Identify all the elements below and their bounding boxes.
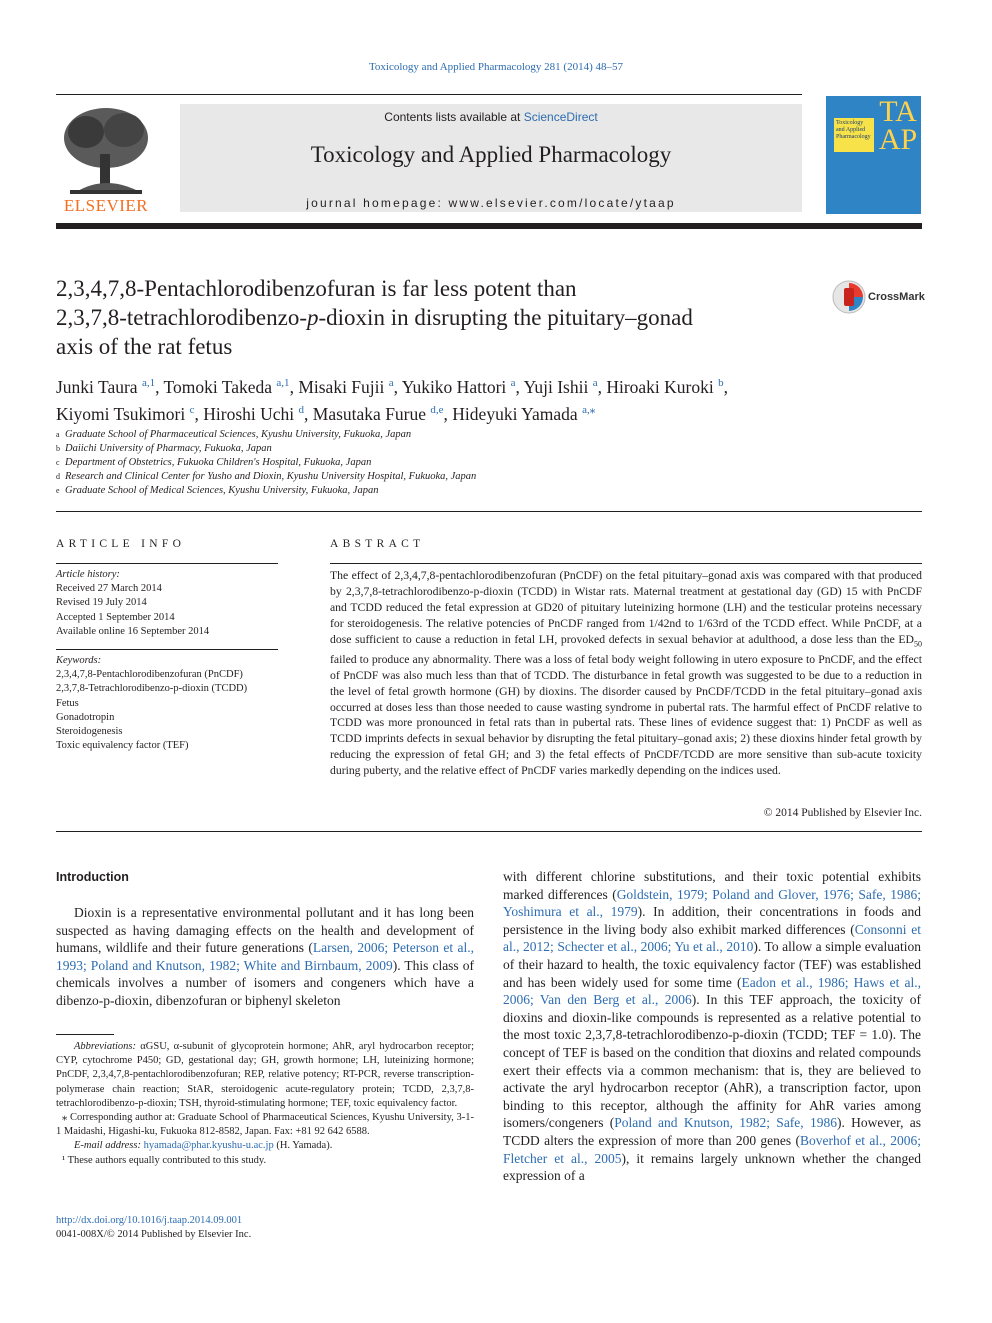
abstract-copyright: © 2014 Published by Elsevier Inc.	[763, 807, 922, 819]
affiliation-rule	[56, 511, 922, 512]
author: Yukiko Hattori $^a$	[401, 376, 516, 397]
article-info-rule	[56, 563, 278, 564]
reference-link[interactable]: Eadon et al., 1986; Haws et al., 2006; Van den Berg et al., 2006	[503, 974, 921, 1008]
affiliation: e Graduate School of Medical Sciences, Kyushu University, Fukuoka, Japan	[56, 485, 379, 496]
reference-link[interactable]: Poland and Knutson, 1982; Safe, 1986	[614, 1115, 837, 1131]
affiliation-list	[56, 428, 756, 498]
journal-cover-thumbnail[interactable]	[826, 96, 921, 214]
sciencedirect-link[interactable]: ScienceDirect	[523, 110, 598, 124]
introduction-heading: Introduction	[56, 870, 129, 884]
reference-link[interactable]: Larsen, 2006; Peterson et al., 1993; Poland and Knutson, 1982; White and Birnbaum, 2009	[56, 940, 474, 973]
author: Hiroaki Kuroki $^b$	[606, 376, 724, 397]
author: Hideyuki Yamada $^{a,⁎}$	[452, 403, 596, 424]
reference-link[interactable]: Boverhof et al., 2006; Fletcher et al., 2005	[503, 1132, 921, 1166]
corresponding-author-footnote: ⁎ Corresponding author at: Graduate School of Pharmaceutical Sciences, Kyushu University, 3-1-1 Maidashi, Higashi-ku, Fukuoka 812-8582, Japan. Fax: +81 92 642 6588.	[56, 1112, 474, 1138]
journal-title: Toxicology and Applied Pharmacology	[310, 142, 672, 167]
article-title: 2,3,4,7,8-Pentachlorodibenzofuran is far less potent than 2,3,7,8-tetrachlorodibenzo-p-dioxin in disrupting the pituitary–gonad axis of the rat fetus	[56, 276, 693, 359]
journal-homepage[interactable]: journal homepage: www.elsevier.com/locate/ytaap	[306, 196, 676, 210]
email-link[interactable]: hyamada@phar.kyushu-u.ac.jp	[143, 1140, 274, 1152]
abstract-heading: ABSTRACT	[330, 538, 425, 550]
author: Kiyomi Tsukimori $^c$	[56, 403, 195, 424]
elsevier-wordmark: ELSEVIER	[63, 196, 149, 215]
introduction-right-column: with different chlorine substitutions, and their toxic potential exhibits marked differences (Goldstein, 1979; Poland and Glover, 1976; Safe, 1986; Yoshimura et al., 1979). In addition, their concentrations in foods and persistence in the living body also exhibit marked differences (Consonni et al., 2012; Schecter et al., 2006; Yu et al., 2010). To allow a simple evaluation of their hazard to health, the toxic equivalency factor (TEF) was established and has been widely used for some time (Eadon et al., 1986; Haws et al., 2006; Van den Berg et al., 2006). In this TEF approach, the toxicity of dioxins and dioxin-like compounds is represented as a relative potential to the most toxic 2,3,7,8-tetrachlorodibenzo-p-dioxin (TCDD; TEF = 1.0). The concept of TEF is based on the condition that dioxins and related compounds exert their effects via a common mechanism: that is, they are believed to activate the aryl hydrocarbon receptor (AhR), a transcription factor, upon binding to this receptor, although the affinity for AhR varies among isomers/congeners (Poland and Knutson, 1982; Safe, 1986). However, as TCDD alters the expression of more than 200 genes (Boverhof et al., 2006; Fletcher et al., 2005), it remains largely unknown whether the changed expression of a	[503, 869, 921, 1184]
abbreviations-footnote: Abbreviations: αGSU, α-subunit of glycoprotein hormone; AhR, aryl hydrocarbon receptor; CYP, cytochrome P450; GD, gestational day; GH, growth hormone; LH, luteinizing hormone; PnCDF, 2,3,4,7,8-pentachlorodibenzofuran; REP, relative potency; RT-PCR, reverse transcription-polymerase chain reaction; StAR, steroidogenic acute-regulatory protein; TCDD, 2,3,7,8-tetrachlorodibenzo-p-dioxin; TSH, thyroid-stimulating hormone; TEF, toxic equivalency factor.	[56, 1041, 475, 1109]
crossmark-icon	[832, 280, 866, 314]
article-history: Article history: Received 27 March 2014 Revised 19 July 2014 Accepted 1 September 2014 Available online 16 September 2014	[56, 569, 210, 637]
crossmark-badge[interactable]	[832, 280, 932, 316]
masthead-thick-rule	[56, 223, 922, 229]
journal-masthead	[180, 104, 802, 212]
affiliation: d Research and Clinical Center for Yusho and Dioxin, Kyushu University Hospital, Fukuoka, Japan	[56, 471, 477, 482]
doi-block	[56, 1214, 251, 1242]
reference-link[interactable]: Consonni et al., 2012; Schecter et al., 2006; Yu et al., 2010	[503, 921, 921, 955]
abstract-rule	[330, 563, 922, 564]
cover-title: Toxicology and Applied Pharmacology	[834, 118, 874, 152]
footnote-rule	[56, 1034, 114, 1035]
keyword: Gonadotropin	[56, 711, 115, 723]
keywords-rule	[56, 649, 278, 650]
author: Tomoki Takeda $^{a,1}$	[163, 376, 290, 397]
contents-line: Contents lists available at ScienceDirect	[384, 110, 598, 124]
header-rule	[56, 94, 802, 95]
footnotes	[56, 1040, 474, 1168]
reference-link[interactable]: Goldstein, 1979; Poland and Glover, 1976; Safe, 1986; Yoshimura et al., 1979	[503, 886, 921, 920]
author-list: Junki Taura $^{a,1}$, Tomoki Takeda $^{a,1}$, Misaki Fujii $^a$, Yukiko Hattori $^a$, Yuji Ishii $^a$, Hiroaki Kuroki $^b$, Kiyomi Tsukimori $^c$, Hiroshi Uchi $^d$, Masutaka Furue $^{d,e}$, Hideyuki Yamada $^{a,⁎}$	[56, 376, 728, 424]
email-footnote: E-mail address: hyamada@phar.kyushu-u.ac.jp (H. Yamada).	[74, 1140, 333, 1152]
keyword: Steroidogenesis	[56, 726, 123, 738]
journal-citation[interactable]: Toxicology and Applied Pharmacology 281 (2014) 48–57	[368, 61, 624, 73]
author: Masutaka Furue $^{d,e}$	[312, 403, 444, 424]
author: Hiroshi Uchi $^d$	[203, 403, 305, 424]
keywords: Keywords: 2,3,4,7,8-Pentachlorodibenzofuran (PnCDF) 2,3,7,8-Tetrachlorodibenzo-p-dioxin (TCDD) Fetus Gonadotropin Steroidogenesis Toxic equivalency factor (TEF)	[56, 654, 278, 753]
affiliation: a Graduate School of Pharmaceutical Sciences, Kyushu University, Fukuoka, Japan	[56, 429, 412, 440]
abstract-body: The effect of 2,3,4,7,8-pentachlorodibenzofuran (PnCDF) on the fetal pituitary–gonad axis was compared with that produced by 2,3,7,8-tetrachlorodibenzo-p-dioxin (TCDD) in Wistar rats. Maternal treatment at gestational day (GD) 15 with PnCDF and TCDD reduced the fetal expression at GD20 of pituitary luteinizing hormone (LH) and the testicular proteins necessary for steroidogenesis. The relative potencies of PnCDF ranged from 1/42nd to 1/63rd of the TCDD effect. While PnCDF, at a dose sufficient to cause a reduction in fetal LH, provoked defects in sexual behavior at adulthood, a dose less than the $ED_{50}$ failed to produce any abnormality. There was a loss of fetal body weight following in utero exposure to PnCDF, and the effect of PnCDF was also much less than that of TCDD. The disturbance in fetal growth was suggested to be due to a reduction in the level of fetal growth hormone (GH) by dioxins. The disorder caused by PnCDF/TCDD in the fetal pituitary–gonad axis occurred at doses less than those needed to cause wasting syndrome in pubertal rats. The harmful effect of PnCDF relative to TCDD was more pronounced in fetal rats than in pubertal rats. These lines of evidence suggest that: 1) PnCDF as well as TCDD imprints defects in sexual behavior by disrupting the fetal pituitary–gonad axis; 2) these dioxins hinder fetal growth by reducing the expression of fetal GH; and 3) the fetal effects of PnCDF/TCDD are more sensitive than sub-acute toxicity during puberty, and the relative effect of PnCDF varies markedly depending on the indices used.	[330, 569, 922, 778]
author: Misaki Fujii $^a$	[298, 376, 394, 397]
author: Yuji Ishii $^a$	[523, 376, 598, 397]
abstract-end-rule	[56, 831, 922, 832]
cover-letters: TAAP	[878, 96, 918, 156]
affiliation: b Daiichi University of Pharmacy, Fukuoka, Japan	[56, 443, 272, 454]
doi-link[interactable]: http://dx.doi.org/10.1016/j.taap.2014.09.001	[56, 1215, 243, 1226]
issn-line: 0041-008X/© 2014 Published by Elsevier Inc.	[56, 1229, 252, 1241]
keyword: Fetus	[56, 697, 79, 709]
keyword: 2,3,4,7,8-Pentachlorodibenzofuran (PnCDF)	[56, 669, 243, 681]
introduction-left-column: Dioxin is a representative environmental pollutant and it has long been suspected as having damaging effects on the health and development of humans, wildlife and their future generations (Larsen, 2006; Peterson et al., 1993; Poland and Knutson, 1982; White and Birnbaum, 2009). This class of chemicals involves a number of isomers and congeners which have a dibenzo-p-dioxin, dibenzofuran or biphenyl skeleton	[56, 905, 474, 1008]
keyword: 2,3,7,8-Tetrachlorodibenzo-p-dioxin (TCDD)	[56, 683, 248, 695]
equal-contribution-footnote: ¹ These authors equally contributed to this study.	[62, 1154, 267, 1166]
affiliation: c Department of Obstetrics, Fukuoka Children's Hospital, Fukuoka, Japan	[56, 457, 372, 468]
crossmark-label: CrossMark	[868, 291, 925, 303]
author: Junki Taura $^{a,1}$	[56, 376, 156, 397]
article-info-heading: ARTICLE INFO	[56, 538, 186, 550]
keyword: Toxic equivalency factor (TEF)	[56, 740, 189, 752]
